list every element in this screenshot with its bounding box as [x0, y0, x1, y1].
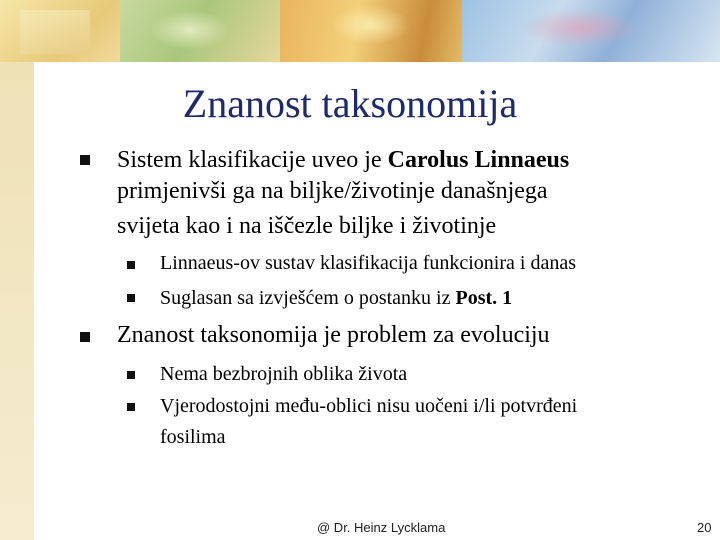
sub-bullet-2-2-line-2: fosilima [160, 426, 226, 448]
bullet-marker [80, 155, 90, 165]
bullet-1-text: Sistem klasifikacije uveo je [117, 147, 388, 173]
sub-bullet-marker [127, 261, 135, 269]
sub-bullet-2-1: Nema bezbrojnih oblika života [160, 363, 408, 385]
sub-bullet-1-2-bold: Post. 1 [455, 287, 513, 309]
sub-bullet-2-2-line-1: Vjerodostojni među-oblici nisu uočeni i/li potvrđeni [160, 395, 578, 417]
bullet-marker [80, 332, 90, 342]
page-number: 20 [697, 520, 712, 535]
banner-tile [20, 10, 90, 54]
sub-bullet-1-2-text: Suglasan sa izvješćem o postanku iz [160, 287, 456, 309]
slide-title: Znanost taksonomija [182, 81, 518, 126]
bullet-1-line-1 [117, 145, 569, 175]
bullet-1-line-3: svijeta kao i na iščezle biljke i životinje [117, 213, 497, 239]
sub-bullet-marker [127, 294, 135, 302]
banner-tile [150, 10, 230, 50]
sub-bullet-marker [127, 371, 135, 379]
decorative-banner [0, 0, 720, 62]
sub-bullet-1-2 [160, 284, 512, 313]
sub-bullet-1-1: Linnaeus-ov sustav klasifikacija funkcionira i danas [160, 252, 576, 274]
banner-tile [520, 8, 640, 48]
footer-author: @ Dr. Heinz Lycklama [317, 520, 446, 535]
banner-tile [330, 5, 410, 45]
bullet-1-line-2: primjenivši ga na biljke/životinje današnjega [117, 178, 548, 204]
bullet-1-bold: Carolus Linnaeus [387, 147, 570, 173]
bullet-2-line-1: Znanost taksonomija je problem za evoluciju [117, 322, 550, 348]
sub-bullet-marker [127, 403, 135, 411]
left-decorative-strip [0, 62, 34, 540]
